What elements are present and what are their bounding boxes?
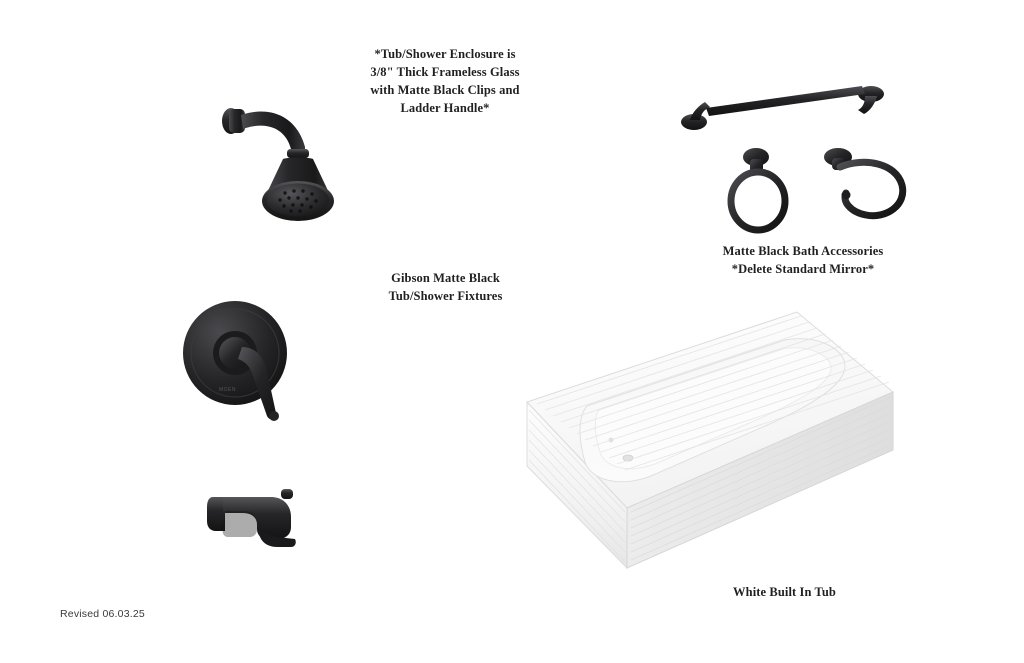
towel-bar-image — [672, 82, 897, 142]
caption-line: Tub/Shower Fixtures — [388, 289, 503, 304]
svg-text:MOEN: MOEN — [219, 387, 236, 393]
caption-line: Matte Black Bath Accessories — [722, 244, 884, 258]
showerhead-image — [205, 85, 395, 240]
caption-line: Gibson Matte Black — [391, 271, 500, 285]
revision-note: Revised 06.03.25 — [60, 608, 145, 620]
shower-valve-trim-image — [180, 295, 310, 440]
bathtub-image — [515, 300, 905, 590]
caption-line: with Matte Black Clips and — [370, 83, 520, 98]
caption-enclosure-note — [370, 45, 520, 118]
toilet-paper-holder-image — [812, 143, 917, 228]
towel-ring-image — [722, 143, 807, 238]
caption-line: *Delete Standard Mirror* — [731, 262, 875, 277]
caption-line: *Tub/Shower Enclosure is — [374, 47, 516, 61]
caption-fixtures — [373, 269, 518, 305]
caption-tub — [707, 583, 862, 601]
caption-line: Ladder Handle* — [400, 101, 490, 116]
tub-spout-image — [205, 487, 325, 567]
caption-line: White Built In Tub — [733, 585, 836, 599]
caption-accessories — [707, 242, 899, 278]
caption-line: 3/8" Thick Frameless Glass — [370, 65, 520, 80]
